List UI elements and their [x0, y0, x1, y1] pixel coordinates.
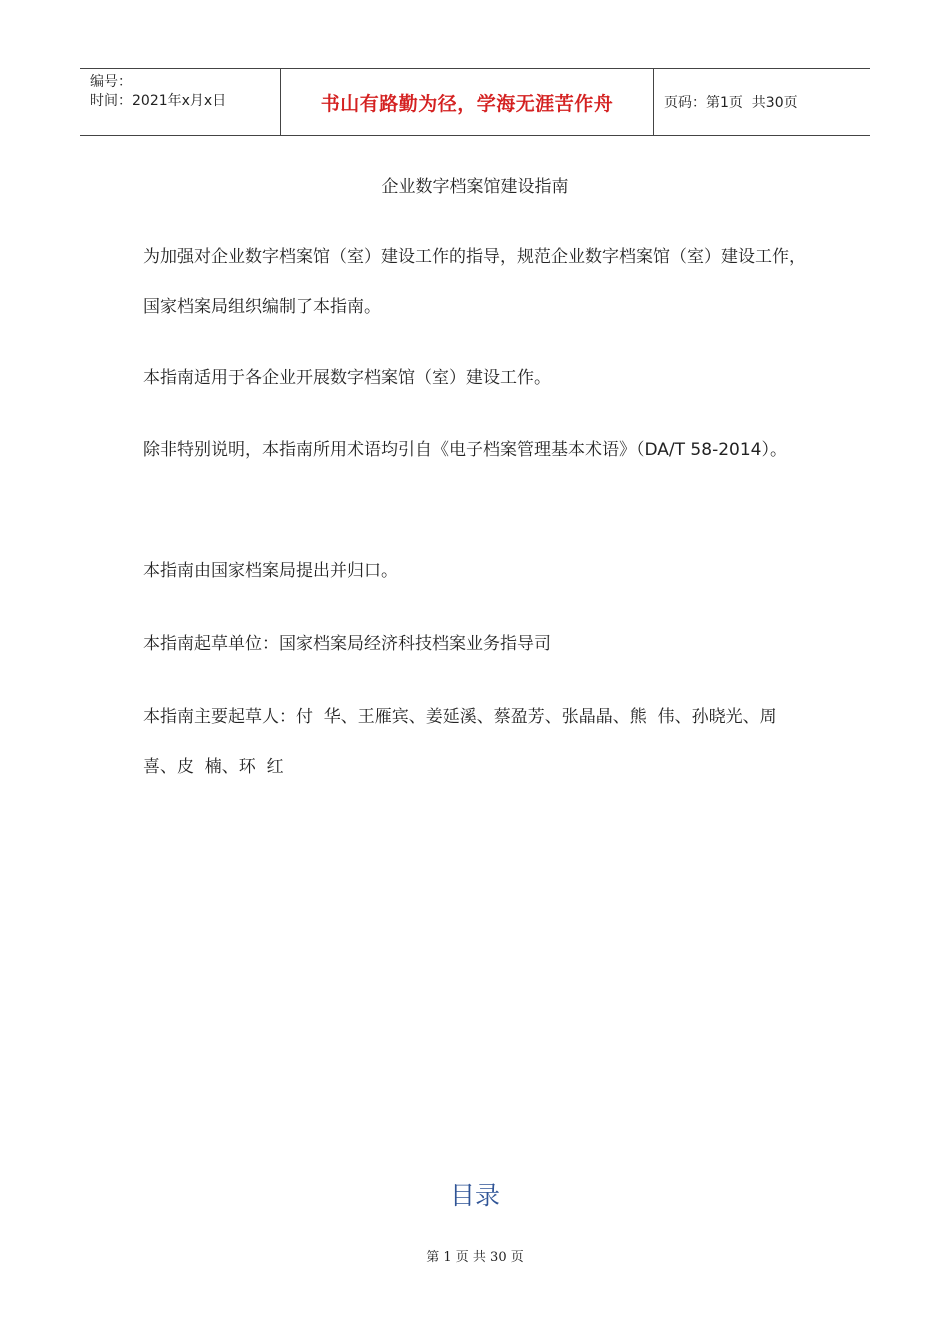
header-meta-cell: [80, 69, 281, 135]
paragraph-proposer: 本指南由国家档案局提出并归口。: [143, 561, 398, 581]
document-title: 企业数字档案馆建设指南: [381, 177, 569, 197]
time-label: 时间：2021年x月x日: [90, 93, 227, 109]
page-header: [80, 68, 870, 136]
paragraph-purpose: 为加强对企业数字档案馆（室）建设工作的指导，规范企业数字档案馆（室）建设工作，国家档案局组织编制了本指南。: [143, 247, 806, 317]
paragraph-scope: 本指南适用于各企业开展数字档案馆（室）建设工作。: [143, 368, 551, 388]
paragraph-drafting-unit: 本指南起草单位：国家档案局经济科技档案业务指导司: [143, 634, 551, 654]
header-motto-cell: [281, 69, 654, 135]
page-footer: 第 1 页 共 30 页: [426, 1250, 524, 1265]
number-label: 编号：: [90, 74, 132, 90]
header-page-cell: [654, 69, 870, 135]
paragraph-terms: 除非特别说明，本指南所用术语均引自《电子档案管理基本术语》（DA/T 58-2014）。: [143, 440, 787, 460]
paragraph-drafters: 本指南主要起草人：付 华、王雁宾、姜延溪、蔡盈芳、张晶晶、熊 伟、孙晓光、周 喜、皮 楠、环 红: [143, 707, 788, 777]
header-page-info: 页码：第1页 共30页: [664, 95, 798, 111]
header-motto: 书山有路勤为径，学海无涯苦作舟: [320, 92, 614, 115]
toc-heading: 目录: [449, 1181, 500, 1210]
